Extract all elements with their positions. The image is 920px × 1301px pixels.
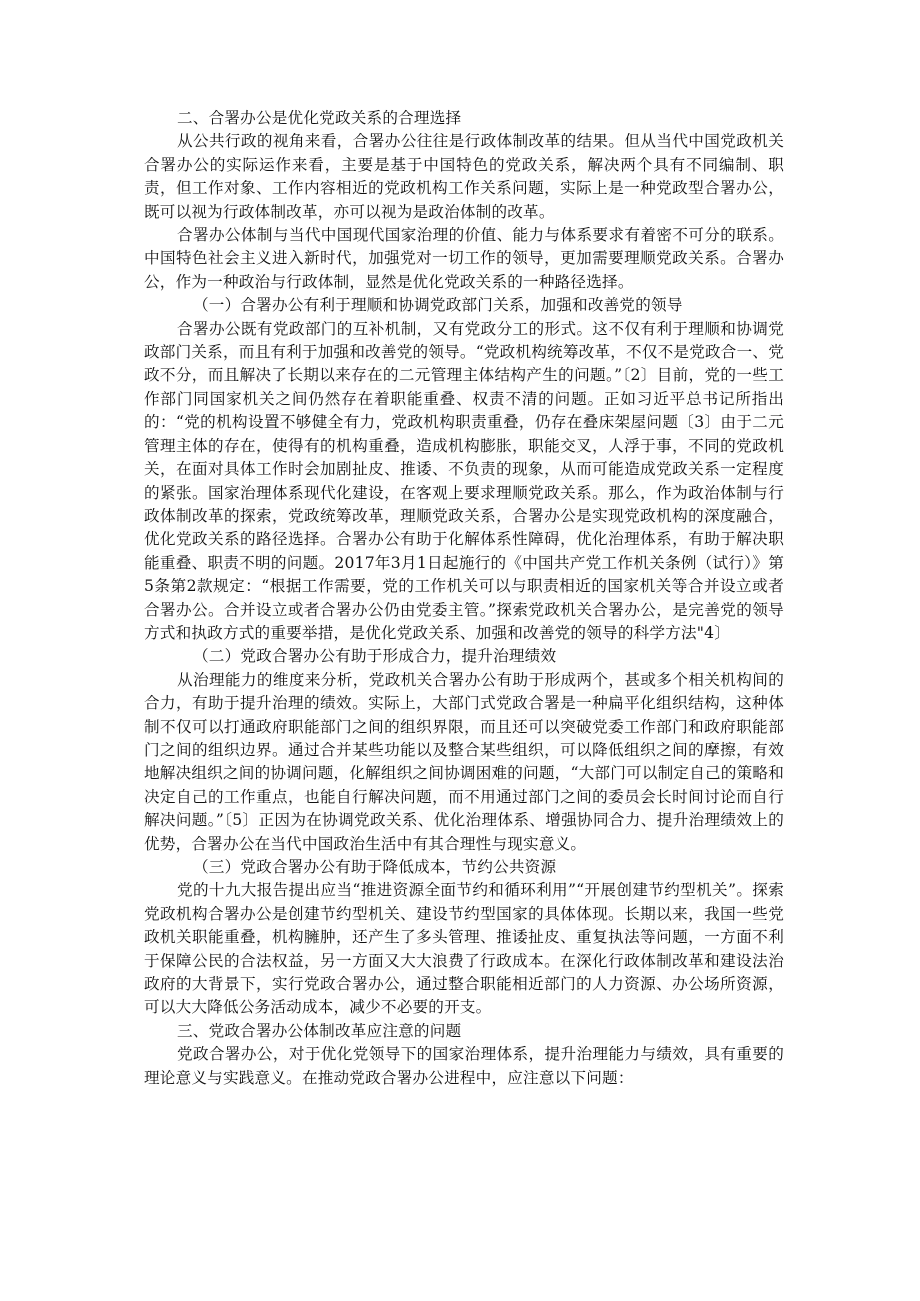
subsection-heading-2: （二）党政合署办公有助于形成合力，提升治理绩效 <box>193 647 557 666</box>
paragraph: 从公共行政的视角来看，合署办公往往是行政体制改革的结果。但从当代中国党政机关合署办公的实际运作来看，主要是基于中国特色的党政关系，解决两个具有不同编制、职责，但工作对象、工作内容相近的党政机构工作关系问题，实际上是一种党政型合署办公，既可以视为行政体制改革，亦可以视为是政治体制的改革。 <box>144 132 784 221</box>
section-heading-3: 三、党政合署办公体制改革应注意的问题 <box>177 1021 462 1040</box>
paragraph: 党的十九大报告提出应当“推进资源全面节约和循环利用”“开展创建节约型机关”。探索党政机构合署办公是创建节约型机关、建设节约型国家的具体体现。长期以来，我国一些党政机关职能重叠，机构臃肿，还产生了多头管理、推诿扯皮、重复执法等问题，一方面不利于保障公民的合法权益，另一方面又大大浪费了行政成本。在深化行政体制改革和建设法治政府的大背景下，实行党政合署办公，通过整合职能相近部门的人力资源、办公场所资源，可以大大降低公务活动成本，减少不必要的开支。 <box>144 881 784 1017</box>
paragraph: 合署办公体制与当代中国现代国家治理的价值、能力与体系要求有着密不可分的联系。中国特色社会主义进入新时代，加强党对一切工作的领导，更加需要理顺党政关系。合署办公，作为一种政治与行政体制，显然是优化党政关系的一种路径选择。 <box>144 226 784 291</box>
document-body <box>144 107 784 1090</box>
paragraph: 从治理能力的维度来分析，党政机关合署办公有助于形成两个，甚或多个相关机构间的合力，有助于提升治理的绩效。实际上，大部门式党政合署是一种扁平化组织结构，这种体制不仅可以打通政府职能部门之间的组织界限，而且还可以突破党委工作部门和政府职能部门之间的组织边界。通过合并某些功能以及整合某些组织，可以降低组织之间的摩擦，有效地解决组织之间的协调问题，化解组织之间协调困难的问题，“大部门可以制定自己的策略和决定自己的工作重点，也能自行解决问题，而不用通过部门之间的委员会长时间讨论而自行解决问题。”〔5〕正因为在协调党政关系、优化治理体系、增强协同合力、提升治理绩效上的优势，合署办公在当代中国政治生活中有其合理性与现实意义。 <box>144 670 784 853</box>
paragraph: 党政合署办公，对于优化党领导下的国家治理体系，提升治理能力与绩效，具有重要的理论意义与实践意义。在推动党政合署办公进程中，应注意以下问题： <box>144 1045 784 1087</box>
subsection-heading-3: （三）党政合署办公有助于降低成本，节约公共资源 <box>193 858 557 876</box>
section-heading-2: 二、合署办公是优化党政关系的合理选择 <box>177 109 462 127</box>
paragraph: 合署办公既有党政部门的互补机制，又有党政分工的形式。这不仅有利于理顺和协调党政部门关系，而且有利于加强和改善党的领导。“党政机构统筹改革，不仅不是党政合一、党政不分，而且解决了长期以来存在的二元管理主体结构产生的问题。”〔2〕目前，党的一些工作部门同国家机关之间仍然存在着职能重叠、权责不清的问题。正如习近平总书记所指出的：“党的机构设置不够健全有力，党政机构职责重叠，仍存在叠床架屋问题〔3〕由于二元管理主体的存在，使得有的机构重叠，造成机构膨胀，职能交叉，人浮于事，不同的党政机关，在面对具体工作时会加剧扯皮、推诿、不负责的现象，从而可能造成党政关系一定程度的紧张。国家治理体系现代化建设，在客观上要求理顺党政关系。那么，作为政治体制与行政体制改革的探索，党政统筹改革，理顺党政关系，合署办公是实现党政机构的深度融合，优化党政关系的路径选择。合署办公有助于化解体系性障碍，优化治理体系，有助于解决职能重叠、职责不明的问题。2017年3月1日起施行的《中国共产党工作机关条例（试行）》第5条第2款规定：“根据工作需要，党的工作机关可以与职责相近的国家机关等合并设立或者合署办公。合并设立或者合署办公仍由党委主管。”探索党政机关合署办公，是完善党的领导方式和执政方式的重要举措，是优化党政关系、加强和改善党的领导的科学方法"4〕 <box>144 319 784 642</box>
subsection-heading-1: （一）合署办公有利于理顺和协调党政部门关系，加强和改善党的领导 <box>193 296 683 315</box>
